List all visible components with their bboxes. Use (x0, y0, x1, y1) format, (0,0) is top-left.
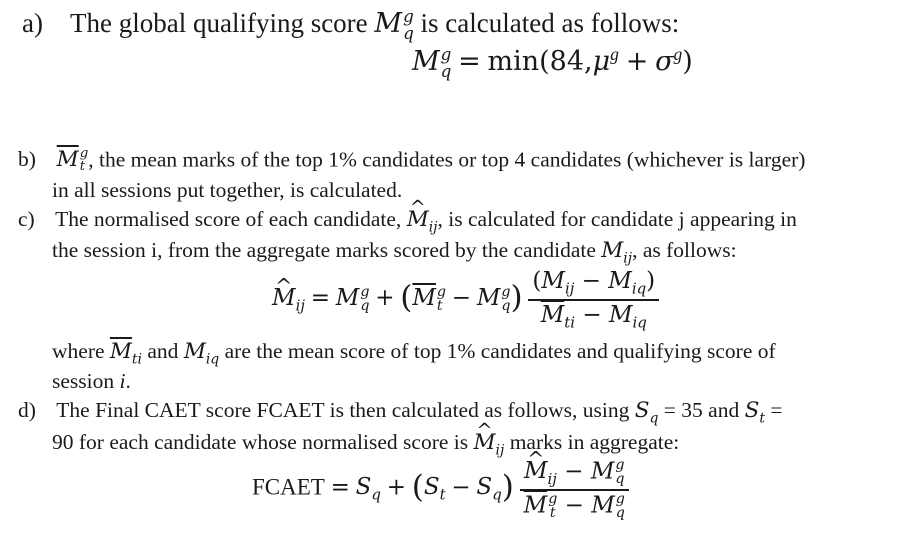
symbol-M-bar-t-g: $\overline{M}$ g t (56, 146, 89, 175)
cut-off-bottom-text (10, 526, 16, 552)
item-d-line2: 90 for each candidate whose normalised score is ^ $M_{ij}$ marks in aggregate: (52, 430, 679, 458)
item-a-label: a) (22, 8, 43, 39)
symbol-M-ij: $M_{ij}$ (601, 238, 633, 267)
item-b-line1: b) $\overline{M}$ g t , the mean marks of the top 1% candidates or top 4 candidates (whichever is larger) (18, 146, 806, 175)
equation-c: ^ $M_{ij} = M$ g q + ($\overline{M}$ g t − M g q ) $\frac{(M_{ij} - M_{iq})}{\overline{M}_{ti} - M_{iq}}$ (272, 268, 659, 331)
equation-d: FCAET = $S_q + (S_t - S_q)$ ^ $M_{ij} - M$ g q $\overline{M}$ g t − M g q (252, 458, 629, 520)
item-c-where-line2: session i. (52, 369, 131, 393)
item-c-label: c) (18, 207, 35, 231)
item-a-text-after: is calculated as follows: (420, 8, 680, 39)
item-c-where-line1: where $\overline{M}_{ti}$ and $M_{iq}$ are the mean score of top 1% candidates and qualifying score of (52, 339, 776, 368)
eq-a-lhs: M g q (412, 43, 452, 81)
item-a (22, 8, 679, 41)
fraction-d-denominator: $\overline{M}$ g t − M g q (523, 490, 625, 522)
eq-a-min: min(84, (487, 46, 593, 77)
symbol-M-q-g: M g q (374, 6, 414, 43)
item-d-label: d) (18, 398, 36, 422)
item-b-line2: in all sessions put together, is calculated. (52, 178, 403, 202)
equation-a: M g q = $\min(84,\mu^g + \sigma^g)$ (412, 43, 693, 81)
fraction-d-numerator: ^ $M_{ij} - M$ g q (520, 458, 629, 491)
fraction-c-denominator: $\overline{M}_{ti} - M_{iq}$ (540, 301, 647, 332)
symbol-M-hat-ij: ^ $M_{ij}$ (407, 207, 438, 232)
item-c-line2: the session i, from the aggregate marks scored by the candidate $M_{ij}$, as follows: (52, 238, 737, 267)
item-a-text-before: The global qualifying score (70, 8, 368, 39)
fraction-c (528, 268, 659, 331)
fraction-d (520, 458, 629, 520)
fraction-c-numerator: $(M_{ij} - M_{iq})$ (528, 268, 659, 301)
item-b-label: b) (18, 147, 36, 172)
eq-d-lhs: FCAET (252, 474, 325, 500)
item-d-line1: d) The Final CAET score FCAET is then calculated as follows, using $S_q = 35$ and $S_t$ = (18, 398, 783, 427)
item-c-line1: c) The normalised score of each candidate, ^ $M_{ij}$, is calculated for candidate j appearing in (18, 207, 797, 235)
